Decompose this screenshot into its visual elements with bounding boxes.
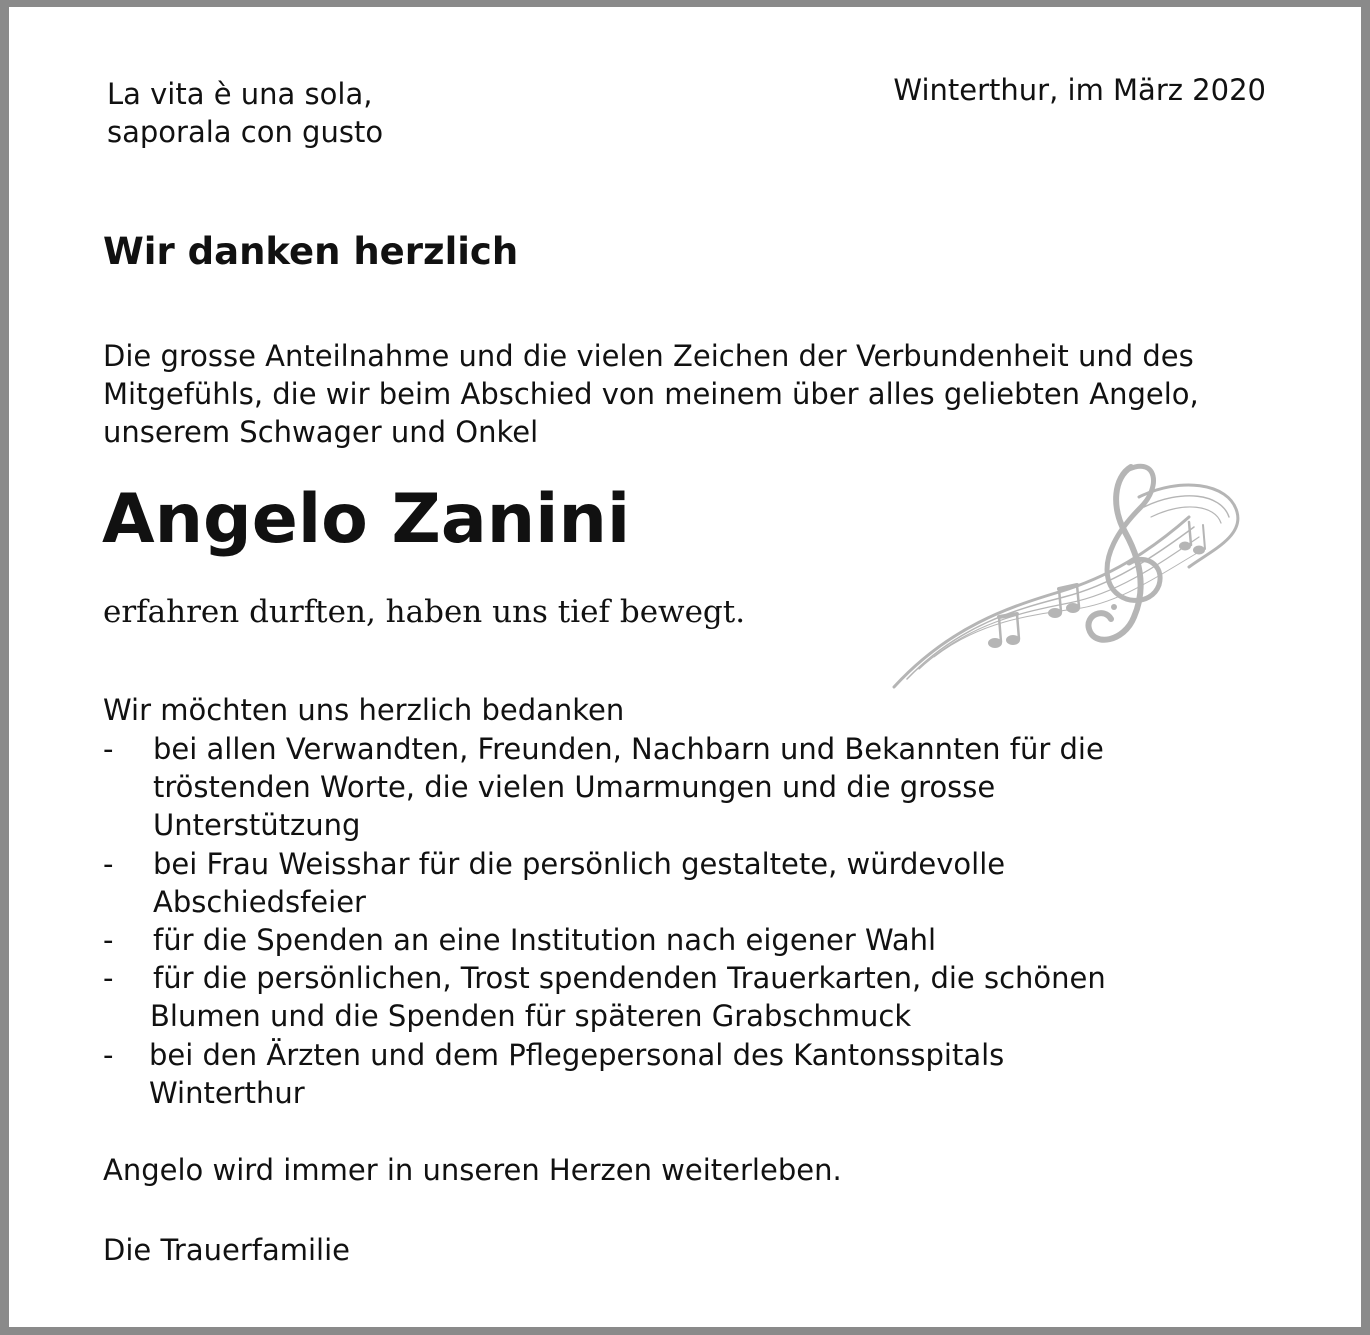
bullet-dash: - — [103, 923, 114, 957]
motto-line-2: saporala con gusto — [107, 115, 384, 149]
thanks-item-line: tröstenden Worte, die vielen Umarmungen und die grosse — [153, 770, 996, 804]
intro-line-1: Die grosse Anteilnahme und die vielen Zeichen der Verbundenheit und des — [103, 339, 1194, 373]
bullet-dash: - — [103, 732, 114, 766]
thanks-item-line: für die persönlichen, Trost spendenden Trauerkarten, die schönen — [153, 961, 1106, 995]
thanks-item-line: bei den Ärzten und dem Pflegepersonal des Kantonsspitals — [149, 1038, 1005, 1072]
thanks-item-line: bei allen Verwandten, Freunden, Nachbarn und Bekannten für die — [153, 732, 1104, 766]
deceased-name: Angelo Zanini — [102, 480, 631, 559]
thanks-item-line: bei Frau Weisshar für die persönlich gestaltete, würdevolle — [153, 847, 1006, 881]
thanks-item-line: für die Spenden an eine Institution nach eigener Wahl — [153, 923, 937, 957]
thanks-item-line: Unterstützung — [153, 808, 361, 842]
motto — [107, 75, 383, 151]
thanks-item-line: Abschiedsfeier — [153, 885, 366, 919]
thanks-item-line: Winterthur — [149, 1076, 305, 1110]
motto-line-1: La vita è una sola, — [107, 77, 373, 111]
thanks-lead: Wir möchten uns herzlich bedanken — [103, 693, 625, 727]
place-date: Winterthur, im März 2020 — [893, 73, 1266, 107]
thanks-heading: Wir danken herzlich — [103, 230, 519, 273]
music-notes-treble-clef-icon — [889, 457, 1249, 697]
bullet-dash: - — [103, 847, 114, 881]
thanks-item-line: Blumen und die Spenden für späteren Grabschmuck — [150, 999, 912, 1033]
bullet-dash: - — [103, 1038, 114, 1072]
bullet-dash: - — [103, 961, 114, 995]
closing-line: erfahren durften, haben uns tief bewegt. — [103, 594, 746, 630]
farewell-line: Angelo wird immer in unseren Herzen weiterleben. — [103, 1153, 842, 1187]
intro-line-3: unserem Schwager und Onkel — [103, 415, 539, 449]
signature: Die Trauerfamilie — [103, 1233, 350, 1267]
intro-paragraph — [103, 337, 1199, 451]
intro-line-2: Mitgefühls, die wir beim Abschied von meinem über alles geliebten Angelo, — [103, 377, 1199, 411]
